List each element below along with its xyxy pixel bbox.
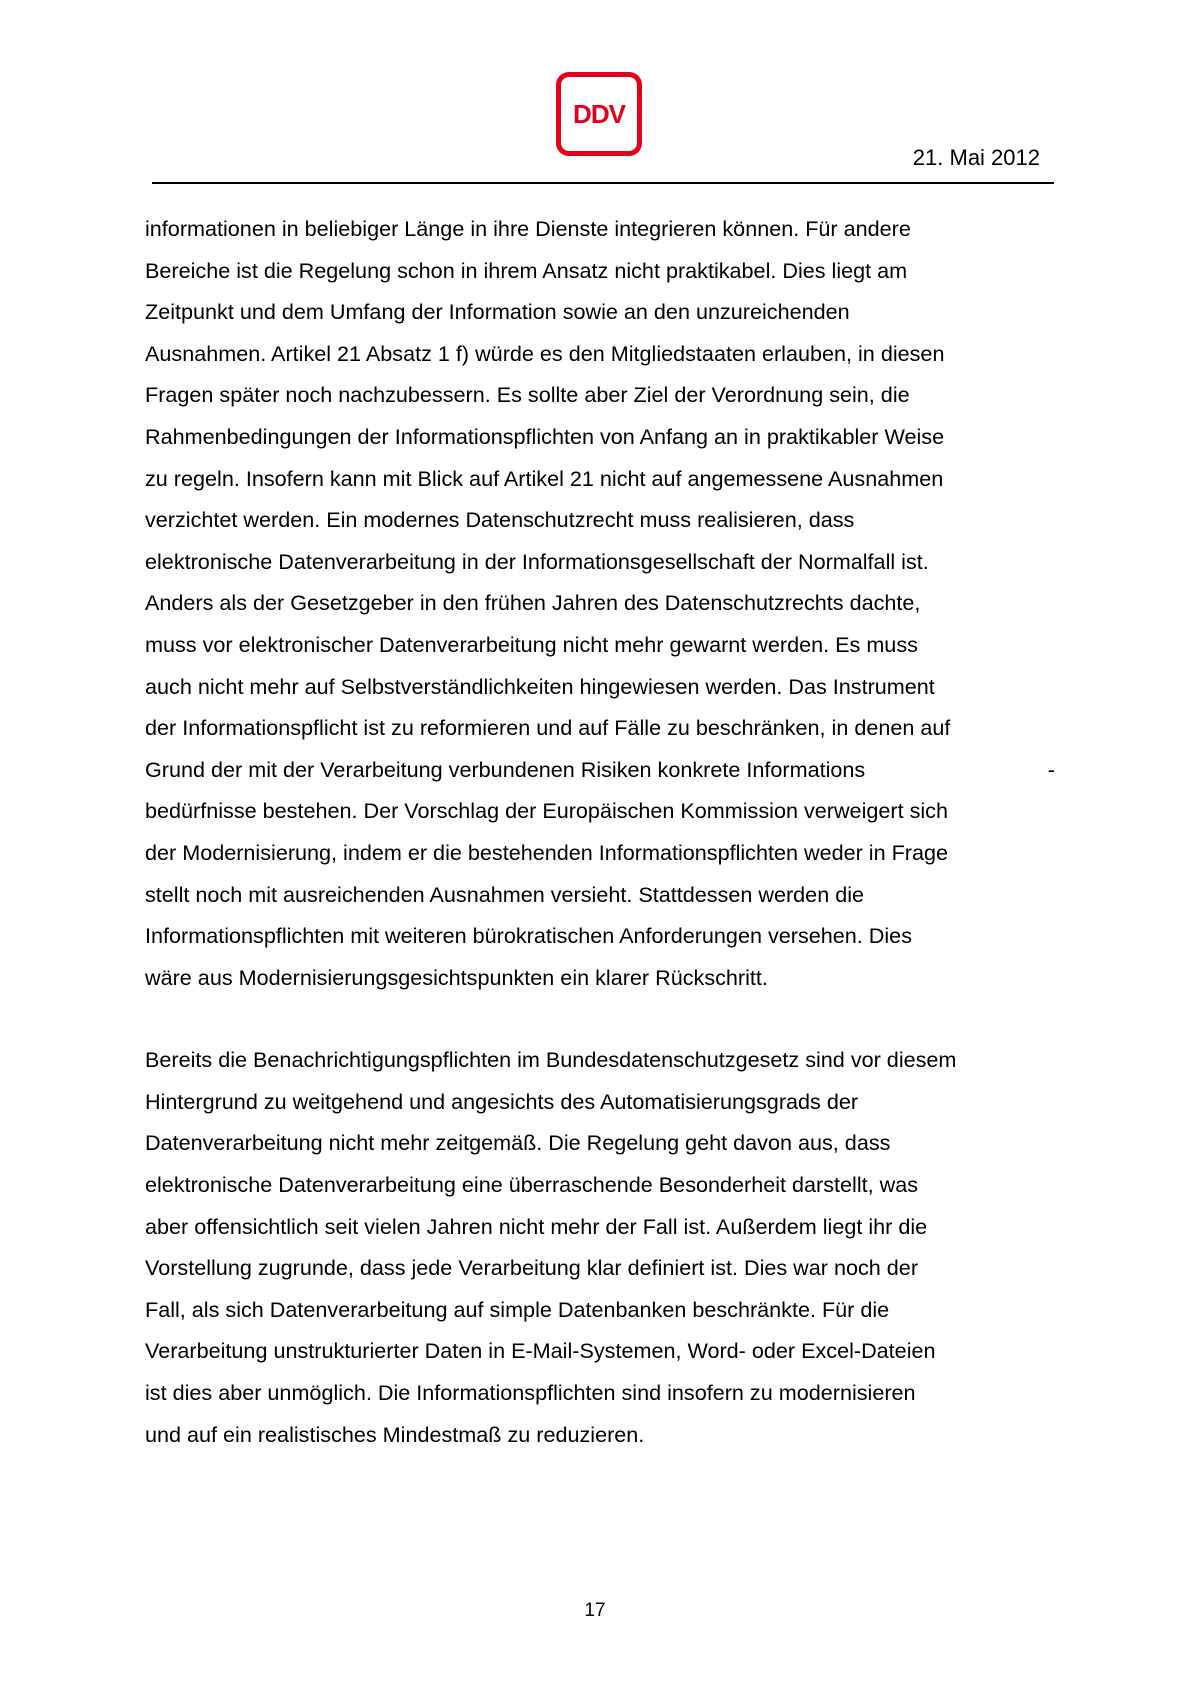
text-line: Zeitpunkt und dem Umfang der Information sowie an den unzureichenden bbox=[145, 299, 850, 325]
ddv-logo bbox=[556, 72, 642, 156]
text-line: bedürfnisse bestehen. Der Vorschlag der Europäischen Kommission verweigert sich bbox=[145, 798, 948, 824]
text-line: auch nicht mehr auf Selbstverständlichkeiten hingewiesen werden. Das Instrument bbox=[145, 673, 935, 699]
paragraph-spacer bbox=[145, 998, 1055, 1039]
header-divider bbox=[152, 182, 1054, 184]
text-line: Bereits die Benachrichtigungspflichten im Bundesdatenschutzgesetz sind vor diesem bbox=[145, 1047, 957, 1073]
text-line: Fragen später noch nachzubessern. Es sollte aber Ziel der Verordnung sein, die bbox=[145, 382, 910, 408]
text-line: ist dies aber unmöglich. Die Informationspflichten sind insofern zu modernisieren bbox=[145, 1380, 916, 1406]
paragraph-1 bbox=[145, 208, 1055, 998]
line-hyphen: - bbox=[1047, 756, 1055, 782]
text-line: Informationspflichten mit weiteren bürokratischen Anforderungen versehen. Dies bbox=[145, 923, 912, 949]
logo-text: DDV bbox=[573, 98, 625, 129]
document-body bbox=[145, 208, 1055, 1455]
text-line: Datenverarbeitung nicht mehr zeitgemäß. Die Regelung geht davon aus, dass bbox=[145, 1130, 891, 1156]
text-line: elektronische Datenverarbeitung in der Informationsgesellschaft der Normalfall ist. bbox=[145, 548, 929, 574]
text-line: stellt noch mit ausreichenden Ausnahmen versieht. Stattdessen werden die bbox=[145, 881, 865, 907]
paragraph-2 bbox=[145, 1039, 1055, 1455]
text-line: der Informationspflicht ist zu reformieren und auf Fälle zu beschränken, in denen auf bbox=[145, 715, 951, 741]
text-line: informationen in beliebiger Länge in ihre Dienste integrieren können. Für andere bbox=[145, 216, 911, 241]
text-line: Bereiche ist die Regelung schon in ihrem Ansatz nicht praktikabel. Dies liegt am bbox=[145, 257, 908, 283]
text-line: Hintergrund zu weitgehend und angesichts des Automatisierungsgrads der bbox=[145, 1088, 859, 1114]
text-line: Rahmenbedingungen der Informationspflichten von Anfang an in praktikabler Weise bbox=[145, 423, 945, 449]
text-line: verzichtet werden. Ein modernes Datenschutzrecht muss realisieren, dass bbox=[145, 507, 855, 533]
text-line: elektronische Datenverarbeitung eine überraschende Besonderheit darstellt, was bbox=[145, 1172, 919, 1198]
text-line: aber offensichtlich seit vielen Jahren nicht mehr der Fall ist. Außerdem liegt ihr die bbox=[145, 1213, 928, 1239]
text-line-start: Grund der mit der Verarbeitung verbundenen Risiken konkrete Informations bbox=[145, 756, 866, 782]
page-number: 17 bbox=[584, 1600, 606, 1621]
text-line: Anders als der Gesetzgeber in den frühen Jahren des Datenschutzrechts dachte, bbox=[145, 590, 921, 616]
text-line: und auf ein realistisches Mindestmaß zu reduzieren. bbox=[145, 1421, 645, 1447]
text-line: Ausnahmen. Artikel 21 Absatz 1 f) würde es den Mitgliedstaaten erlauben, in diesen bbox=[145, 340, 945, 366]
text-line: zu regeln. Insofern kann mit Blick auf Artikel 21 nicht auf angemessene Ausnahmen bbox=[145, 465, 944, 491]
text-line: Verarbeitung unstrukturierter Daten in E-Mail-Systemen, Word- oder Excel-Dateien bbox=[145, 1338, 936, 1364]
text-line: der Modernisierung, indem er die bestehenden Informationspflichten weder in Frage bbox=[145, 839, 949, 865]
text-line: Fall, als sich Datenverarbeitung auf simple Datenbanken beschränkte. Für die bbox=[145, 1296, 890, 1322]
text-line: Vorstellung zugrunde, dass jede Verarbeitung klar definiert ist. Dies war noch der bbox=[145, 1255, 919, 1281]
text-line: muss vor elektronischer Datenverarbeitung nicht mehr gewarnt werden. Es muss bbox=[145, 631, 918, 657]
text-line: wäre aus Modernisierungsgesichtspunkten ein klarer Rückschritt. bbox=[145, 964, 768, 990]
text-line-hyphenated bbox=[145, 749, 1055, 791]
document-date: 21. Mai 2012 bbox=[912, 145, 1040, 170]
